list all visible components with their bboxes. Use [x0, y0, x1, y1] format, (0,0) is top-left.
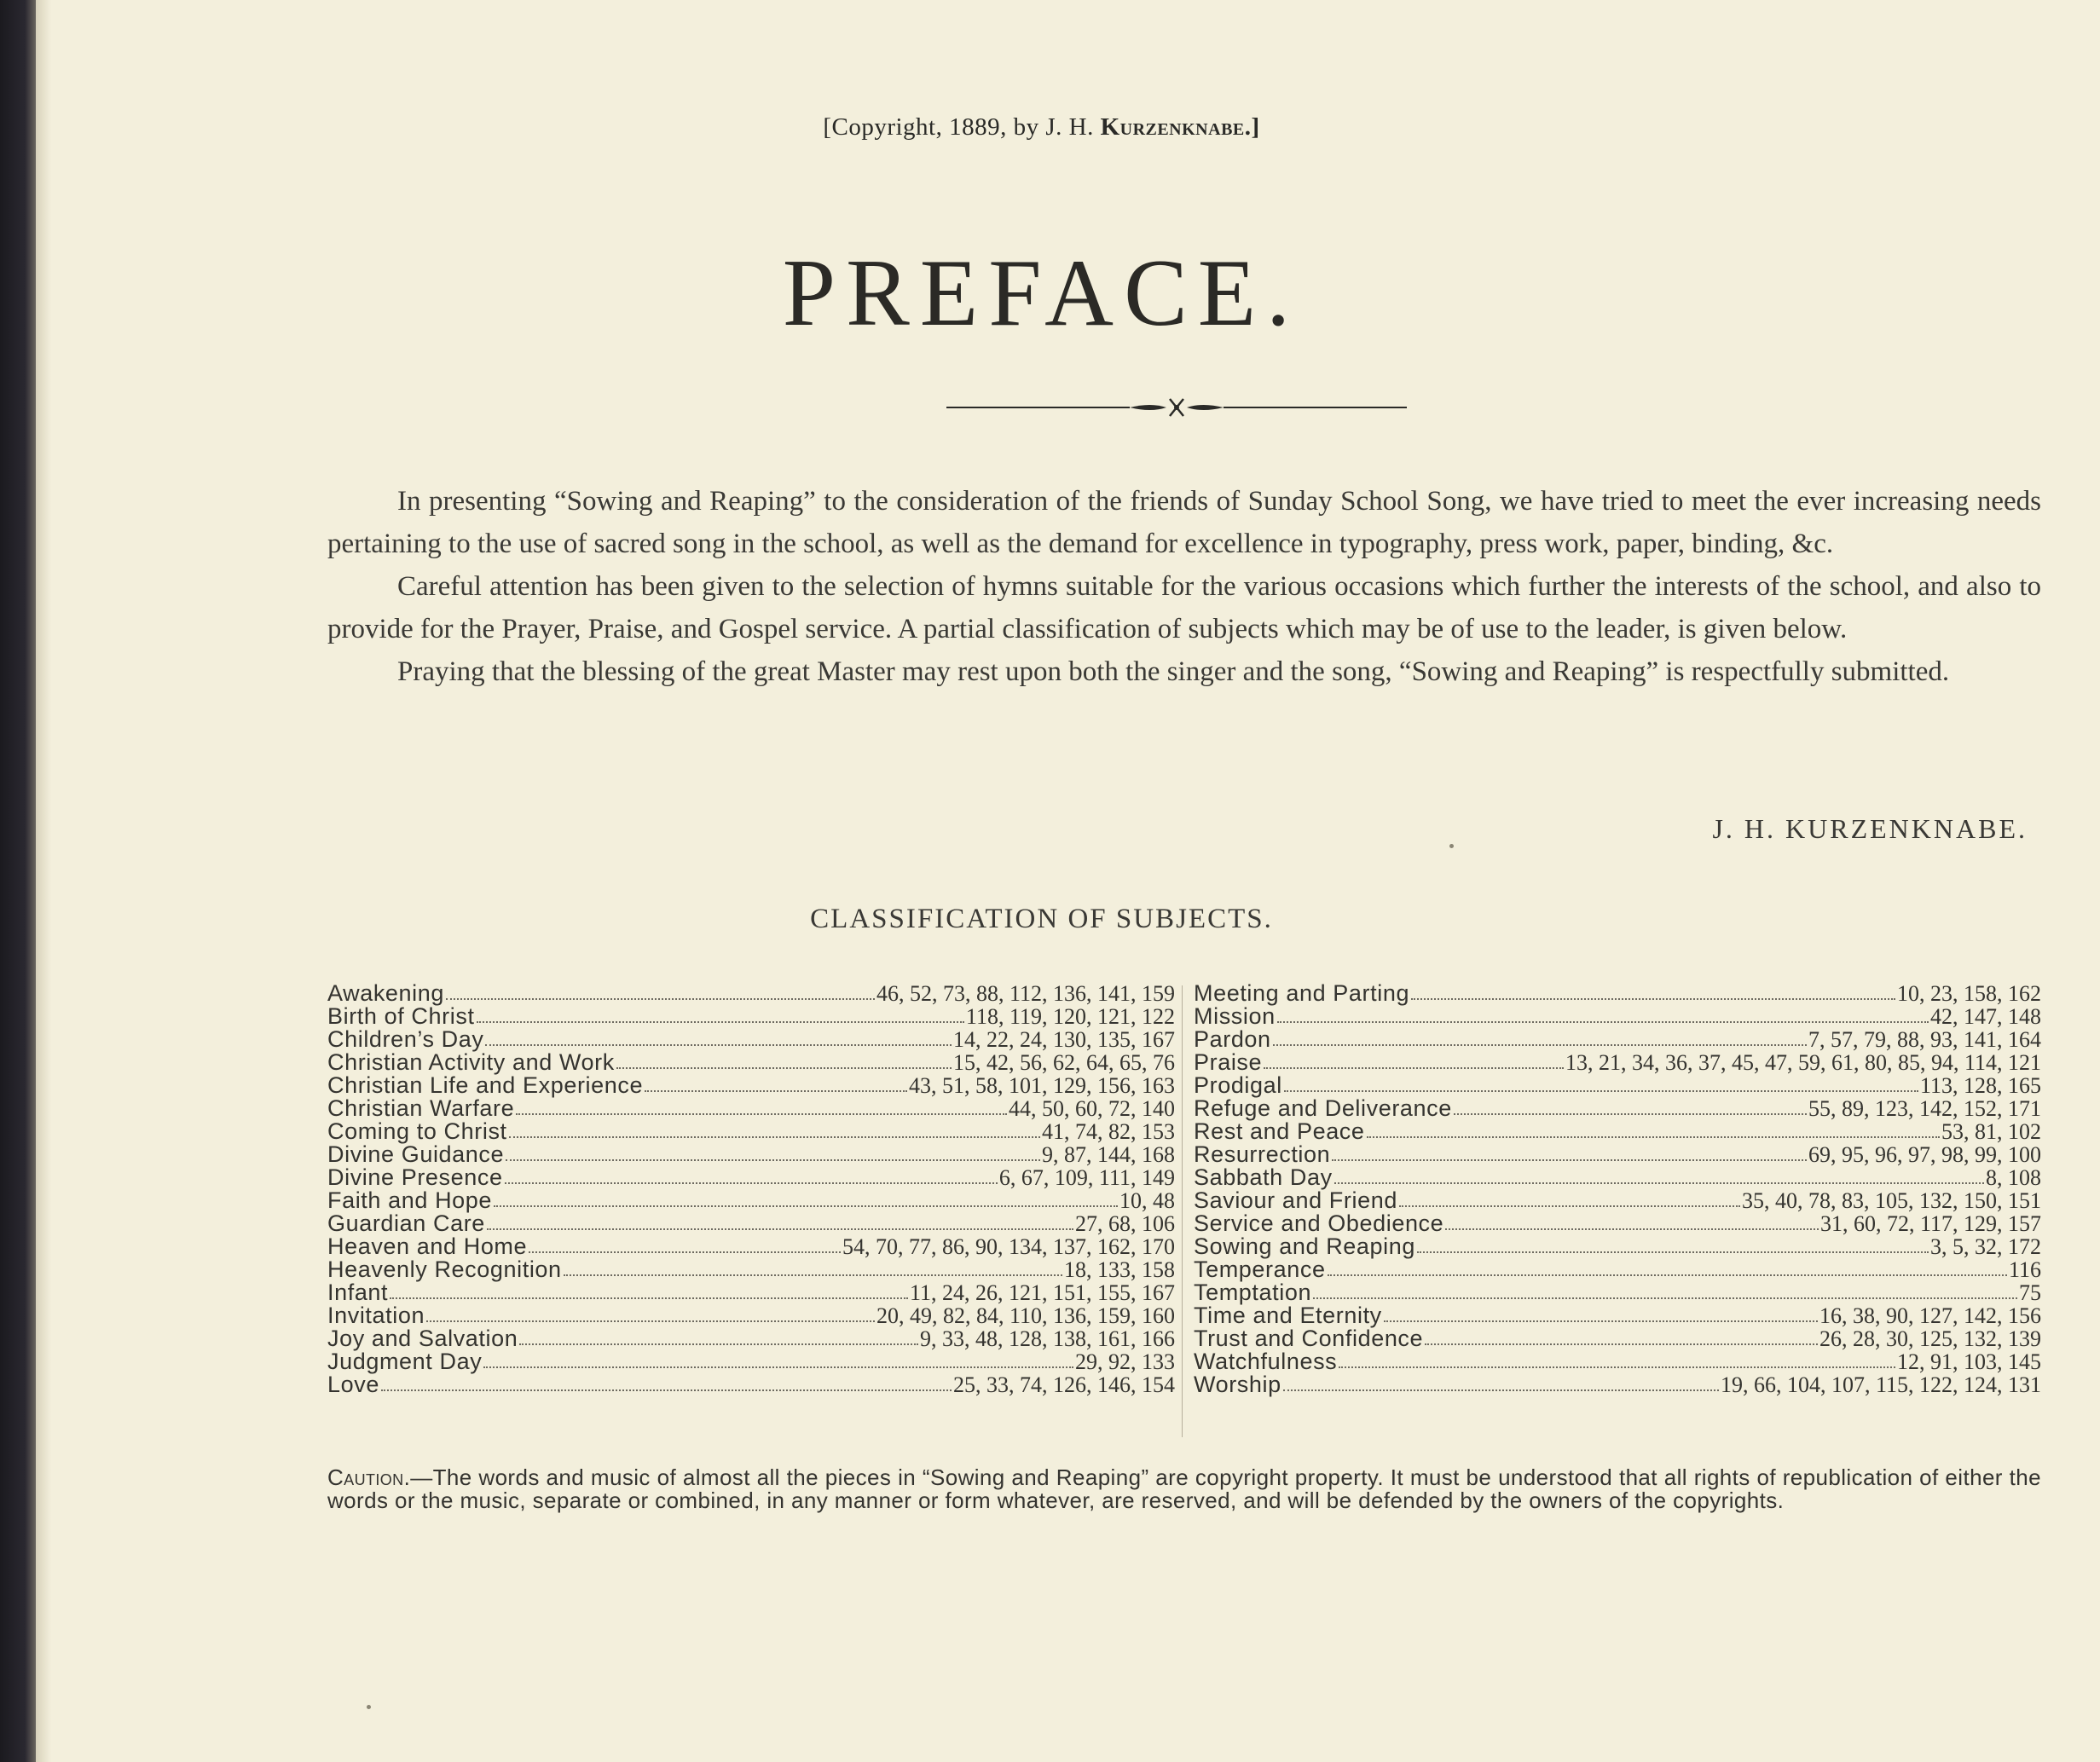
- dot-leader: [1445, 1228, 1819, 1230]
- subject-name: Temperance: [1194, 1257, 1326, 1282]
- preface-paragraph: Praying that the blessing of the great Master may rest upon both the singer and the song, “Sowing and Reaping” is respectfully submitted.: [397, 656, 1950, 687]
- dot-leader: [381, 1389, 952, 1391]
- subject-name: Joy and Salvation: [327, 1326, 518, 1351]
- classification-row: [1194, 1074, 2041, 1097]
- dot-leader: [509, 1136, 1040, 1138]
- subject-name: Coming to Christ: [327, 1118, 507, 1144]
- classification-table: [327, 982, 2043, 1442]
- dot-leader: [645, 1090, 907, 1092]
- dot-leader: [1384, 1320, 1818, 1322]
- classification-row: [1194, 1143, 2041, 1166]
- page-numbers: 8, 108: [1986, 1165, 2041, 1190]
- page-numbers: 14, 22, 24, 130, 135, 167: [953, 1027, 1175, 1052]
- page-numbers: 29, 92, 133: [1075, 1349, 1175, 1374]
- subject-name: Divine Presence: [327, 1164, 503, 1190]
- subject-name: Love: [327, 1372, 379, 1397]
- classification-row: [1194, 1028, 2041, 1051]
- column-divider: [1182, 985, 1183, 1437]
- dot-leader: [1277, 1021, 1929, 1023]
- preface-paragraph: In presenting “Sowing and Reaping” to the consideration of the friends of Sunday School Song, we have tried to meet the ever increasing needs pertaining to the use of sacred song in the school, as well as the demand for excellence in typography, press work, paper, binding, &c.: [327, 486, 2041, 559]
- dot-leader: [506, 1159, 1040, 1161]
- classification-row: [327, 1327, 1175, 1350]
- classification-row: [1194, 1120, 2041, 1143]
- subject-name: Worship: [1194, 1372, 1281, 1397]
- dot-leader: [1273, 1044, 1807, 1046]
- classification-row: [1194, 1097, 2041, 1120]
- dot-leader: [1283, 1389, 1719, 1391]
- classification-row: [327, 1005, 1175, 1028]
- classification-row: [327, 1304, 1175, 1327]
- page-gutter: [36, 0, 51, 1762]
- page-title: PREFACE.: [782, 240, 1301, 346]
- classification-row: [1194, 1166, 2041, 1189]
- subject-name: Faith and Hope: [327, 1187, 493, 1213]
- classification-row: [327, 1281, 1175, 1304]
- dot-leader: [1399, 1205, 1740, 1207]
- page-numbers: 16, 38, 90, 127, 142, 156: [1819, 1303, 2041, 1328]
- page-numbers: 10, 23, 158, 162: [1897, 981, 2041, 1006]
- dot-leader: [446, 998, 875, 1000]
- classification-row: [327, 1051, 1175, 1074]
- subject-name: Birth of Christ: [327, 1003, 475, 1029]
- classification-row: [327, 1120, 1175, 1143]
- classification-row: [327, 982, 1175, 1005]
- subject-name: Trust and Confidence: [1194, 1326, 1424, 1351]
- subject-name: Christian Warfare: [327, 1095, 515, 1121]
- classification-right-column: [1194, 982, 2041, 1396]
- dot-leader: [529, 1251, 841, 1253]
- page-numbers: 27, 68, 106: [1075, 1211, 1175, 1236]
- page-numbers: 9, 87, 144, 168: [1042, 1142, 1175, 1167]
- ornament-divider-icon: [946, 390, 1407, 425]
- subject-name: Heaven and Home: [327, 1233, 528, 1259]
- copyright-line: [51, 113, 2032, 142]
- page-numbers: 19, 66, 104, 107, 115, 122, 124, 131: [1720, 1372, 2041, 1397]
- classification-row: [1194, 1281, 2041, 1304]
- classification-row: [327, 1028, 1175, 1051]
- page-numbers: 113, 128, 165: [1919, 1073, 2041, 1098]
- copyright-name: Kurzenknabe.]: [1100, 113, 1260, 141]
- subject-name: Rest and Peace: [1194, 1118, 1365, 1144]
- page-numbers: 12, 91, 103, 145: [1897, 1349, 2041, 1374]
- preface-body: [327, 480, 2041, 693]
- dot-leader: [426, 1320, 875, 1322]
- dot-leader: [1313, 1297, 2017, 1299]
- dot-leader: [519, 1343, 918, 1345]
- book-page: [51, 0, 2100, 1762]
- subject-name: Infant: [327, 1280, 389, 1305]
- dot-leader: [477, 1021, 964, 1023]
- subject-name: Temptation: [1194, 1280, 1312, 1305]
- dot-leader: [1411, 998, 1895, 1000]
- dot-leader: [564, 1274, 1062, 1276]
- subject-name: Divine Guidance: [327, 1141, 505, 1167]
- dot-leader: [487, 1228, 1073, 1230]
- caution-lead: Caution.: [327, 1464, 411, 1490]
- dot-leader: [1417, 1251, 1929, 1253]
- subject-name: Time and Eternity: [1194, 1303, 1382, 1328]
- page-numbers: 31, 60, 72, 117, 129, 157: [1819, 1211, 2041, 1236]
- classification-row: [327, 1143, 1175, 1166]
- classification-row: [1194, 1258, 2041, 1281]
- page-numbers: 35, 40, 78, 83, 105, 132, 150, 151: [1742, 1188, 2041, 1213]
- subject-name: Sabbath Day: [1194, 1164, 1333, 1190]
- classification-left-column: [327, 982, 1175, 1396]
- classification-row: [327, 1074, 1175, 1097]
- preface-paragraph: Careful attention has been given to the selection of hymns suitable for the various occasions which further the interests of the school, and also to provide for the Prayer, Praise, and Gospel service. A partial classification of subjects which may be of use to the leader, is given below.: [327, 571, 2041, 644]
- page-numbers: 54, 70, 77, 86, 90, 134, 137, 162, 170: [842, 1234, 1175, 1259]
- classification-row: [1194, 1235, 2041, 1258]
- classification-row: [1194, 1304, 2041, 1327]
- dot-leader: [1328, 1274, 2007, 1276]
- dot-leader: [485, 1044, 952, 1046]
- subject-name: Awakening: [327, 980, 444, 1006]
- classification-row: [1194, 1212, 2041, 1235]
- page-numbers: 11, 24, 26, 121, 151, 155, 167: [909, 1280, 1175, 1305]
- page-numbers: 9, 33, 48, 128, 138, 161, 166: [920, 1326, 1175, 1351]
- page-numbers: 116: [2008, 1257, 2041, 1282]
- subject-name: Refuge and Deliverance: [1194, 1095, 1452, 1121]
- dot-leader: [516, 1113, 1007, 1115]
- classification-row: [1194, 1051, 2041, 1074]
- author-signature: J. H. KURZENKNABE.: [1712, 813, 2028, 844]
- book-spine: [0, 0, 36, 1762]
- classification-row: [327, 1350, 1175, 1373]
- classification-row: [1194, 1189, 2041, 1212]
- page-numbers: 69, 95, 96, 97, 98, 99, 100: [1808, 1142, 2041, 1167]
- subject-name: Praise: [1194, 1049, 1263, 1075]
- dot-leader: [1332, 1159, 1807, 1161]
- classification-row: [327, 1235, 1175, 1258]
- classification-row: [1194, 1005, 2041, 1028]
- page-numbers: 42, 147, 148: [1930, 1004, 2041, 1029]
- subject-name: Service and Obedience: [1194, 1210, 1444, 1236]
- page-numbers: 44, 50, 60, 72, 140: [1009, 1096, 1175, 1121]
- classification-row: [1194, 1327, 2041, 1350]
- dot-leader: [1454, 1113, 1807, 1115]
- subject-name: Christian Activity and Work: [327, 1049, 615, 1075]
- classification-row: [327, 1166, 1175, 1189]
- caution-notice: [327, 1466, 2041, 1512]
- dot-leader: [616, 1067, 952, 1069]
- page-numbers: 15, 42, 56, 62, 64, 65, 76: [953, 1050, 1175, 1075]
- subject-name: Watchfulness: [1194, 1349, 1338, 1374]
- classification-row: [327, 1097, 1175, 1120]
- page-numbers: 3, 5, 32, 172: [1930, 1234, 2041, 1259]
- classification-row: [1194, 1350, 2041, 1373]
- page-numbers: 10, 48: [1119, 1188, 1175, 1213]
- dot-leader: [1425, 1343, 1818, 1345]
- dot-leader: [505, 1182, 998, 1184]
- subject-name: Sowing and Reaping: [1194, 1233, 1415, 1259]
- subject-name: Resurrection: [1194, 1141, 1331, 1167]
- dot-leader: [1264, 1067, 1564, 1069]
- copyright-text: [Copyright, 1889, by J. H.: [823, 113, 1094, 141]
- page-numbers: 46, 52, 73, 88, 112, 136, 141, 159: [876, 981, 1175, 1006]
- page-numbers: 55, 89, 123, 142, 152, 171: [1808, 1096, 2041, 1121]
- page-numbers: 26, 28, 30, 125, 132, 139: [1819, 1326, 2041, 1351]
- page-numbers: 6, 67, 109, 111, 149: [998, 1165, 1175, 1190]
- classification-row: [1194, 982, 2041, 1005]
- subject-name: Invitation: [327, 1303, 425, 1328]
- dot-leader: [483, 1366, 1073, 1368]
- page-numbers: 118, 119, 120, 121, 122: [965, 1004, 1175, 1029]
- page-numbers: 25, 33, 74, 126, 146, 154: [953, 1372, 1175, 1397]
- classification-row: [327, 1373, 1175, 1396]
- subject-name: Heavenly Recognition: [327, 1257, 562, 1282]
- classification-row: [327, 1258, 1175, 1281]
- dot-leader: [390, 1297, 908, 1299]
- subject-name: Saviour and Friend: [1194, 1187, 1397, 1213]
- dot-leader: [1339, 1366, 1895, 1368]
- dot-leader: [1334, 1182, 1984, 1184]
- subject-name: Meeting and Parting: [1194, 980, 1410, 1006]
- page-numbers: 53, 81, 102: [1941, 1119, 2041, 1144]
- paper-speck: [1449, 844, 1454, 848]
- page-numbers: 20, 49, 82, 84, 110, 136, 159, 160: [876, 1303, 1175, 1328]
- subject-name: Mission: [1194, 1003, 1276, 1029]
- subject-name: Children’s Day: [327, 1026, 484, 1052]
- subject-name: Prodigal: [1194, 1072, 1282, 1098]
- page-numbers: 41, 74, 82, 153: [1042, 1119, 1175, 1144]
- classification-row: [327, 1212, 1175, 1235]
- classification-row: [327, 1189, 1175, 1212]
- dot-leader: [1284, 1090, 1918, 1092]
- page-numbers: 75: [2019, 1280, 2041, 1305]
- classification-heading: CLASSIFICATION OF SUBJECTS.: [810, 904, 1273, 934]
- dot-leader: [1367, 1136, 1940, 1138]
- subject-name: Guardian Care: [327, 1210, 485, 1236]
- page-numbers: 43, 51, 58, 101, 129, 156, 163: [909, 1073, 1175, 1098]
- caution-text: —The words and music of almost all the pieces in “Sowing and Reaping” are copyright property. It must be understood that all rights of republication of either the words or the music, separate or combined, in any manner or form whatever, are reserved, and will be defended by the owners of the copyrights.: [327, 1464, 2041, 1513]
- page-numbers: 18, 133, 158: [1064, 1257, 1175, 1282]
- subject-name: Christian Life and Experience: [327, 1072, 644, 1098]
- classification-row: [1194, 1373, 2041, 1396]
- dot-leader: [494, 1205, 1118, 1207]
- subject-name: Judgment Day: [327, 1349, 483, 1374]
- page-numbers: 13, 21, 34, 36, 37, 45, 47, 59, 61, 80, 85, 94, 114, 121: [1565, 1050, 2041, 1075]
- page-numbers: 7, 57, 79, 88, 93, 141, 164: [1808, 1027, 2041, 1052]
- paper-speck: [367, 1705, 371, 1709]
- subject-name: Pardon: [1194, 1026, 1271, 1052]
